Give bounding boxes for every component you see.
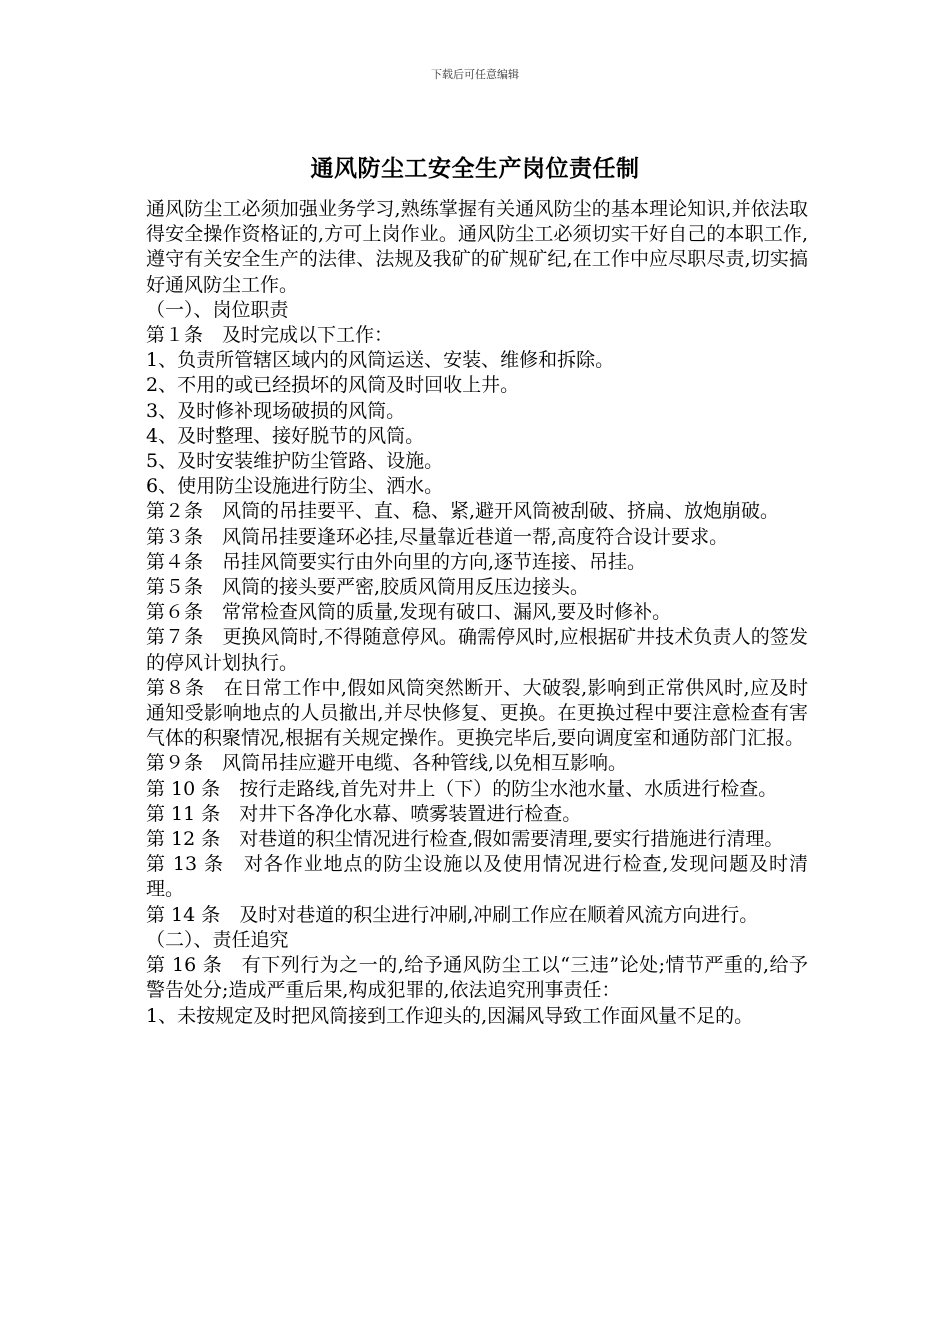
list-item: 5、及时安装维护防尘管路、设施。 [146, 450, 444, 473]
article-4: 第４条 吊挂风筒要实行由外向里的方向,逐节连接、吊挂。 [146, 550, 647, 573]
article-6: 第６条 常常检查风筒的质量,发现有破口、漏风,要及时修补。 [146, 601, 672, 624]
page-header-note: 下载后可任意编辑 [431, 68, 519, 81]
article-1: 第１条 及时完成以下工作： [146, 324, 394, 347]
document-title: 通风防尘工安全生产岗位责任制 [310, 156, 640, 182]
article-2: 第２条 风筒的吊挂要平、直、稳、紧,避开风筒被刮破、挤扁、放炮崩破。 [146, 500, 780, 523]
article-12: 第 12 条 对巷道的积尘情况进行检查,假如需要清理,要实行措施进行清理。 [146, 828, 784, 851]
article-7: 第７条 更换风筒时,不得随意停风。确需停风时,应根据矿井技术负责人的签发的停风计划执行。 [146, 626, 808, 674]
list-item: 6、使用防尘设施进行防尘、洒水。 [146, 475, 444, 498]
list-item: 3、及时修补现场破损的风筒。 [146, 399, 406, 422]
article-14: 第 14 条 及时对巷道的积尘进行冲刷,冲刷工作应在顺着风流方向进行。 [146, 903, 759, 926]
list-item: 1、负责所管辖区域内的风筒运送、安装、维修和拆除。 [146, 349, 615, 372]
section-heading-duties: （一）、岗位职责 [146, 298, 289, 321]
intro-paragraph: 通风防尘工必须加强业务学习,熟练掌握有关通风防尘的基本理论知识,并依法取得安全操作资格证的,方可上岗作业。通风防尘工必须切实干好自己的本职工作,遵守有关安全生产的法律、法规及我矿的矿规矿纪,在工作中应尽职尽责,切实搞好通风防尘工作。 [146, 198, 808, 296]
article-8: 第８条 在日常工作中,假如风筒突然断开、大破裂,影响到正常供风时,应及时通知受影响地点的人员撤出,并尽快修复、更换。在更换过程中要注意检查有害气体的积聚情况,根据有关规定操作。更换完毕后,要向调度室和通防部门汇报。 [146, 676, 808, 750]
article-13: 第 13 条 对各作业地点的防尘设施以及使用情况进行检查,发现问题及时清理。 [146, 853, 808, 901]
section-heading-accountability: （二）、责任追究 [146, 928, 289, 951]
article-16: 第 16 条 有下列行为之一的,给予通风防尘工以“三违”论处;情节严重的,给予警告处分;造成严重后果,构成犯罪的,依法追究刑事责任： [146, 954, 808, 1002]
list-item: 2、不用的或已经损坏的风筒及时回收上井。 [146, 374, 520, 397]
document-body [146, 197, 808, 1029]
article-10: 第 10 条 按行走路线,首先对井上（下）的防尘水池水量、水质进行检查。 [146, 777, 778, 800]
article-5: 第５条 风筒的接头要严密,胶质风筒用反压边接头。 [146, 576, 590, 599]
list-item: 4、及时整理、接好脱节的风筒。 [146, 424, 425, 447]
list-item: 1、未按规定及时把风筒接到工作迎头的,因漏风导致工作面风量不足的。 [146, 1004, 754, 1027]
article-3: 第３条 风筒吊挂要逢环必挂,尽量靠近巷道一帮,高度符合设计要求。 [146, 525, 729, 548]
article-11: 第 11 条 对井下各净化水幕、喷雾装置进行检查。 [146, 802, 582, 825]
article-9: 第９条 风筒吊挂应避开电缆、各种管线,以免相互影响。 [146, 752, 628, 775]
